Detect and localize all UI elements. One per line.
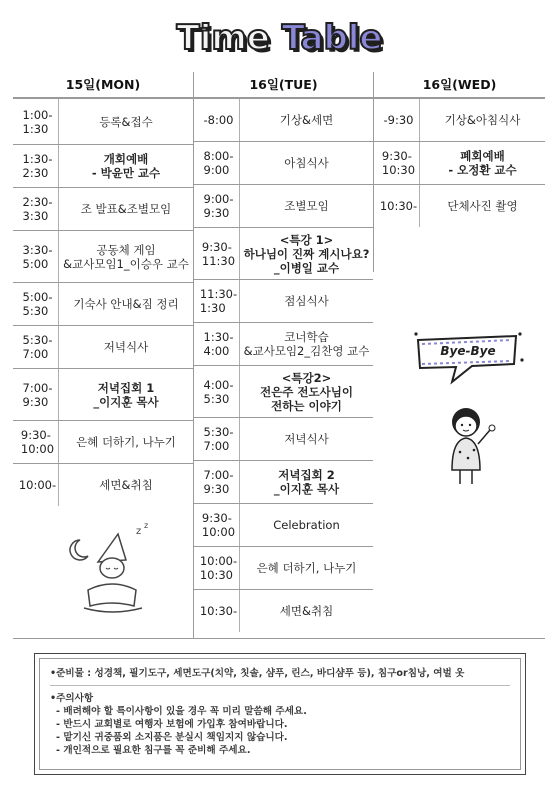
time-cell <box>194 504 240 546</box>
time-cell <box>13 99 59 144</box>
event-label: 저녁식사 <box>284 432 329 446</box>
time-cell <box>194 185 240 227</box>
schedule-row <box>194 503 373 546</box>
event-label: 공동체 게임 &교사모임1_이승우 교수 <box>63 242 189 271</box>
time-cell <box>194 418 240 460</box>
event-cell <box>240 504 373 546</box>
schedule-row <box>13 420 193 463</box>
schedule-row <box>194 98 373 141</box>
time-cell <box>194 99 240 141</box>
time-cell <box>194 142 240 184</box>
time-label: 9:30- 10:30 <box>381 149 416 177</box>
time-label: 7:00- 9:30 <box>203 468 234 496</box>
schedule-row <box>374 98 545 141</box>
schedule-row <box>13 463 193 506</box>
event-label: 조별모임 <box>284 199 329 213</box>
time-label: -8:00 <box>203 113 234 127</box>
event-cell <box>240 228 373 279</box>
sleeping-figure-illustration <box>62 520 157 620</box>
schedule-row <box>194 589 373 632</box>
caution-item: - 반드시 교회별로 여행자 보험에 가입후 참여바랍니다. <box>56 719 288 730</box>
schedule-row <box>374 141 545 184</box>
event-cell <box>59 145 193 187</box>
event-cell <box>59 231 193 282</box>
time-label: 10:00- 10:30 <box>199 554 238 582</box>
schedule-row <box>194 141 373 184</box>
schedule-row <box>194 227 373 279</box>
girl-waving-illustration <box>438 400 508 490</box>
event-cell <box>240 323 373 365</box>
caution-item: - 배려해야 할 특이사항이 있을 경우 꼭 미리 말씀해 주세요. <box>56 706 307 717</box>
event-label: 저녁집회 1 _이지훈 목사 <box>93 380 159 409</box>
time-label: 9:30- 10:00 <box>20 428 55 456</box>
notes-box <box>34 653 526 775</box>
event-label: 기숙사 안내&짐 정리 <box>73 297 179 311</box>
time-label: 7:00- 9:30 <box>22 380 53 409</box>
day-header-wed: 16일(WED) <box>422 77 497 92</box>
time-cell <box>194 228 240 279</box>
time-cell <box>13 464 59 506</box>
event-label: <특강2> 전은주 전도사님이 전하는 이야기 <box>260 370 353 413</box>
svg-text:z: z <box>144 521 149 530</box>
event-cell <box>59 369 193 420</box>
time-cell <box>13 421 59 463</box>
time-label: 11:30- 1:30 <box>199 287 238 315</box>
time-cell <box>13 326 59 368</box>
schedule-row <box>194 279 373 322</box>
event-cell <box>240 280 373 322</box>
event-label: 은혜 더하기, 나누기 <box>76 435 176 449</box>
supplies-line: •준비물 : 성경책, 필기도구, 세면도구(치약, 칫솔, 샴푸, 린스, 바디샴푸 등), 침구or침낭, 여벌 옷 <box>50 668 465 679</box>
title-word-time: Time <box>176 18 270 58</box>
time-label: 4:00- 5:30 <box>203 377 234 406</box>
event-label: 저녁식사 <box>103 340 149 354</box>
girl-icon <box>438 400 508 490</box>
time-label: 10:00- <box>18 478 57 492</box>
title-word-table: Table <box>281 18 383 58</box>
event-cell <box>59 464 193 506</box>
event-cell <box>59 99 193 144</box>
event-label: 기상&세면 <box>279 113 334 127</box>
speech-bubble-icon <box>412 330 524 390</box>
schedule-row <box>374 184 545 227</box>
schedule-row <box>13 282 193 325</box>
event-cell <box>240 185 373 227</box>
time-label: 9:30- 10:00 <box>201 511 236 539</box>
time-label: 8:00- 9:00 <box>203 149 234 177</box>
schedule-row <box>194 417 373 460</box>
event-label: 세면&취침 <box>99 478 153 492</box>
time-cell <box>13 231 59 282</box>
schedule-row <box>13 368 193 420</box>
event-cell <box>240 366 373 417</box>
time-cell <box>374 185 420 227</box>
day-header-mon: 15일(MON) <box>65 77 141 92</box>
page-title <box>0 18 559 58</box>
event-cell <box>240 590 373 632</box>
event-label: 단체사진 촬영 <box>447 199 518 213</box>
event-cell <box>59 326 193 368</box>
schedule-row <box>194 460 373 503</box>
event-cell <box>240 142 373 184</box>
table-bottom-line <box>13 638 545 639</box>
event-cell <box>59 283 193 325</box>
time-cell <box>194 366 240 417</box>
event-label: 등록&접수 <box>99 114 153 129</box>
time-label: 9:30- 11:30 <box>201 239 236 268</box>
event-label: 점심식사 <box>284 294 329 308</box>
schedule-row <box>194 322 373 365</box>
notes-inner <box>39 658 521 770</box>
schedule-row <box>194 365 373 417</box>
svg-text:z: z <box>136 526 142 537</box>
event-label: 코너학습 &교사모임2_김찬영 교수 <box>243 330 370 358</box>
notes-divider <box>50 685 510 686</box>
time-cell <box>13 145 59 187</box>
event-label: 저녁집회 2 _이지훈 목사 <box>273 468 340 496</box>
time-cell <box>194 547 240 589</box>
event-label: 세면&취침 <box>279 604 334 618</box>
time-label: 10:30- <box>199 604 238 618</box>
schedule-row <box>194 184 373 227</box>
time-label: 1:00- 1:30 <box>22 107 53 136</box>
event-label: Celebration <box>273 518 340 532</box>
schedule-row <box>194 546 373 589</box>
event-cell <box>240 99 373 141</box>
time-label: -9:30 <box>383 113 414 127</box>
time-label: 1:30- 2:30 <box>22 152 53 180</box>
time-cell <box>13 188 59 230</box>
event-cell <box>240 418 373 460</box>
event-label: <특강 1> 하나님이 진짜 계시나요? _이병일 교수 <box>243 232 370 275</box>
event-label: 아침식사 <box>284 156 329 170</box>
event-label: 은혜 더하기, 나누기 <box>256 561 357 575</box>
caution-item: - 맡기신 귀중품외 소지품은 분실시 책임지지 않습니다. <box>56 732 288 743</box>
schedule-row <box>13 144 193 187</box>
time-cell <box>194 323 240 365</box>
time-cell <box>194 590 240 632</box>
time-label: 9:00- 9:30 <box>203 192 234 220</box>
time-label: 5:30- 7:00 <box>22 333 53 361</box>
caution-title: •주의사항 <box>50 693 94 704</box>
sleeping-person-icon <box>62 520 157 620</box>
time-label: 5:30- 7:00 <box>203 425 234 453</box>
time-cell <box>194 280 240 322</box>
event-cell <box>59 421 193 463</box>
time-label: 2:30- 3:30 <box>22 195 53 223</box>
event-label: 조 발표&조별모임 <box>80 202 172 216</box>
event-label: 기상&아침식사 <box>444 113 521 127</box>
time-label: 10:30- <box>379 199 418 213</box>
day-header-tue: 16일(TUE) <box>249 77 318 92</box>
time-cell <box>374 99 420 141</box>
event-cell <box>420 99 545 141</box>
event-label: 폐회예배 - 오정환 교수 <box>448 149 517 177</box>
bye-bye-text: Bye-Bye <box>440 344 496 358</box>
caution-item: - 개인적으로 필요한 침구를 꼭 준비해 주세요. <box>56 745 251 756</box>
schedule-row <box>13 98 193 144</box>
event-label: 개회예배 - 박윤만 교수 <box>91 152 161 180</box>
event-cell <box>240 547 373 589</box>
time-label: 3:30- 5:00 <box>22 242 53 271</box>
time-label: 1:30- 4:00 <box>203 330 234 358</box>
schedule-row <box>13 230 193 282</box>
event-cell <box>240 461 373 503</box>
event-cell <box>59 188 193 230</box>
schedule-row <box>13 187 193 230</box>
schedule-row <box>13 325 193 368</box>
time-label: 5:00- 5:30 <box>22 290 53 318</box>
time-cell <box>13 283 59 325</box>
event-cell <box>420 185 545 227</box>
time-cell <box>374 142 420 184</box>
event-cell <box>420 142 545 184</box>
time-cell <box>194 461 240 503</box>
time-cell <box>13 369 59 420</box>
bye-bye-bubble <box>412 330 524 390</box>
